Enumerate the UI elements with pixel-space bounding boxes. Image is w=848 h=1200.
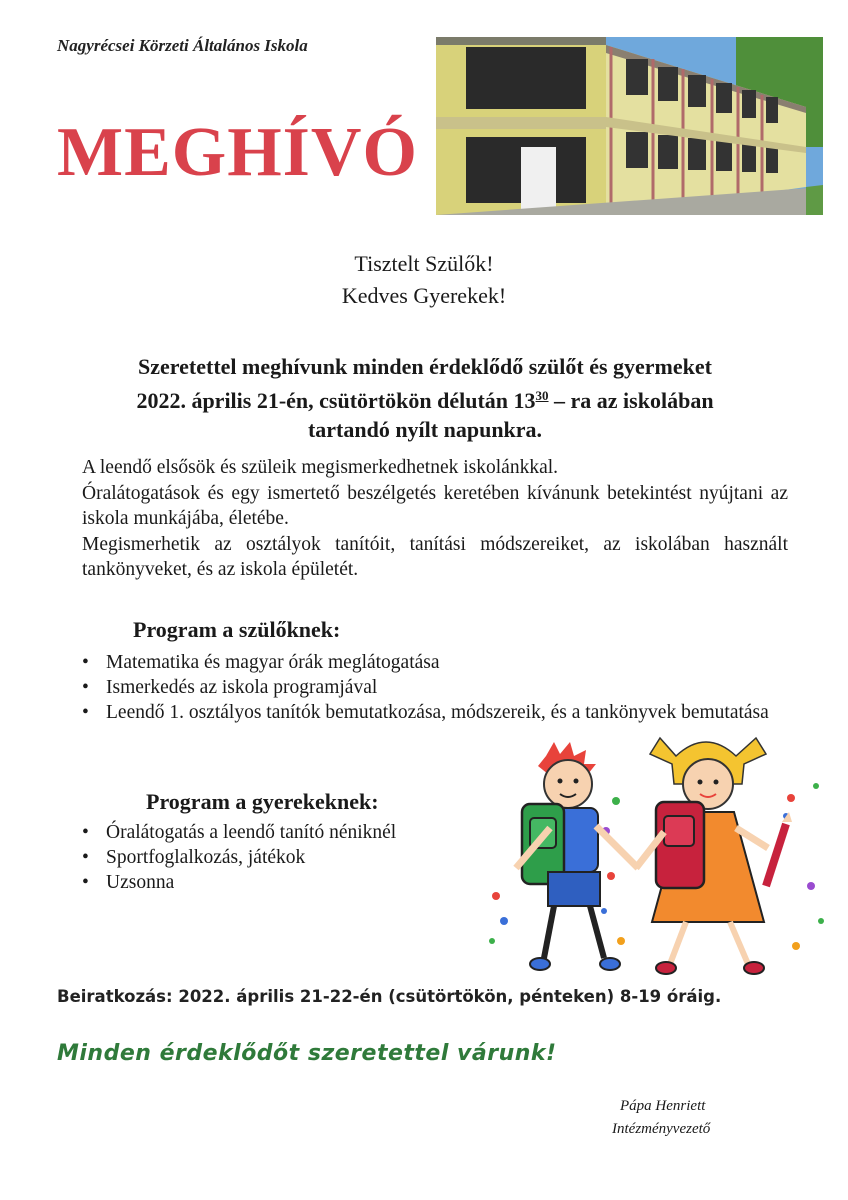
invitation-date: 2022. április 21-én, csütörtökön délután 13 bbox=[136, 388, 536, 413]
program-kids-list bbox=[82, 820, 502, 895]
list-item: • Sportfoglalkozás, játékok bbox=[82, 845, 502, 870]
list-item: • Ismerkedés az iskola programjával bbox=[82, 675, 788, 700]
program-parents-heading: Program a szülőknek: bbox=[133, 617, 341, 642]
list-item: • Uzsonna bbox=[82, 870, 502, 895]
page-title: MEGHÍVÓ bbox=[57, 114, 418, 191]
girl-figure bbox=[636, 738, 792, 974]
greeting-children: Kedves Gyerekek! bbox=[341, 283, 507, 308]
list-item: • Matematika és magyar órák meglátogatása bbox=[82, 650, 788, 675]
signature-role: Intézményvezető bbox=[612, 1121, 711, 1137]
intro-text bbox=[82, 455, 788, 583]
welcome-message: Minden érdeklődőt szeretettel várunk! bbox=[57, 1041, 557, 1066]
list-item: • Leendő 1. osztályos tanítók bemutatkozása, módszereik, és a tankönyvek bemutatása bbox=[82, 700, 788, 725]
invitation-line-3: tartandó nyílt napunkra. bbox=[307, 417, 543, 442]
invitation-text bbox=[80, 352, 770, 444]
invitation-location: – ra az iskolában bbox=[548, 388, 714, 413]
intro-paragraph: Óralátogatások és egy ismertető beszélgetés keretében kívánunk betekintést nyújtani az iskola munkájába, életébe. bbox=[82, 482, 788, 529]
boy-figure bbox=[516, 742, 638, 970]
enrollment-info: Beiratkozás: 2022. április 21-22-én (csütörtökön, pénteken) 8-19 óráig. bbox=[57, 987, 722, 1006]
signature-name: Pápa Henriett bbox=[620, 1098, 706, 1114]
program-parents-list bbox=[82, 650, 788, 725]
invitation-line-2 bbox=[80, 381, 770, 415]
intro-paragraph: Megismerhetik az osztályok tanítóit, tanítási módszereiket, az iskolában használt tankönyveket, és az iskola épületét. bbox=[82, 533, 788, 580]
intro-paragraph: A leendő elsősök és szüleik megismerkedhetnek iskolánkkal. bbox=[82, 457, 559, 478]
school-name: Nagyrécsei Körzeti Általános Iskola bbox=[57, 36, 308, 55]
greeting-parents: Tisztelt Szülők! bbox=[354, 251, 494, 276]
children-illustration bbox=[486, 736, 832, 986]
invitation-line-1: Szeretettel meghívunk minden érdeklődő szülőt és gyermeket bbox=[138, 354, 712, 379]
school-building-photo bbox=[436, 37, 823, 215]
list-item: • Óralátogatás a leendő tanító néniknél bbox=[82, 820, 502, 845]
invitation-time-minutes: 30 bbox=[535, 388, 549, 403]
program-kids-heading: Program a gyerekeknek: bbox=[146, 789, 379, 814]
